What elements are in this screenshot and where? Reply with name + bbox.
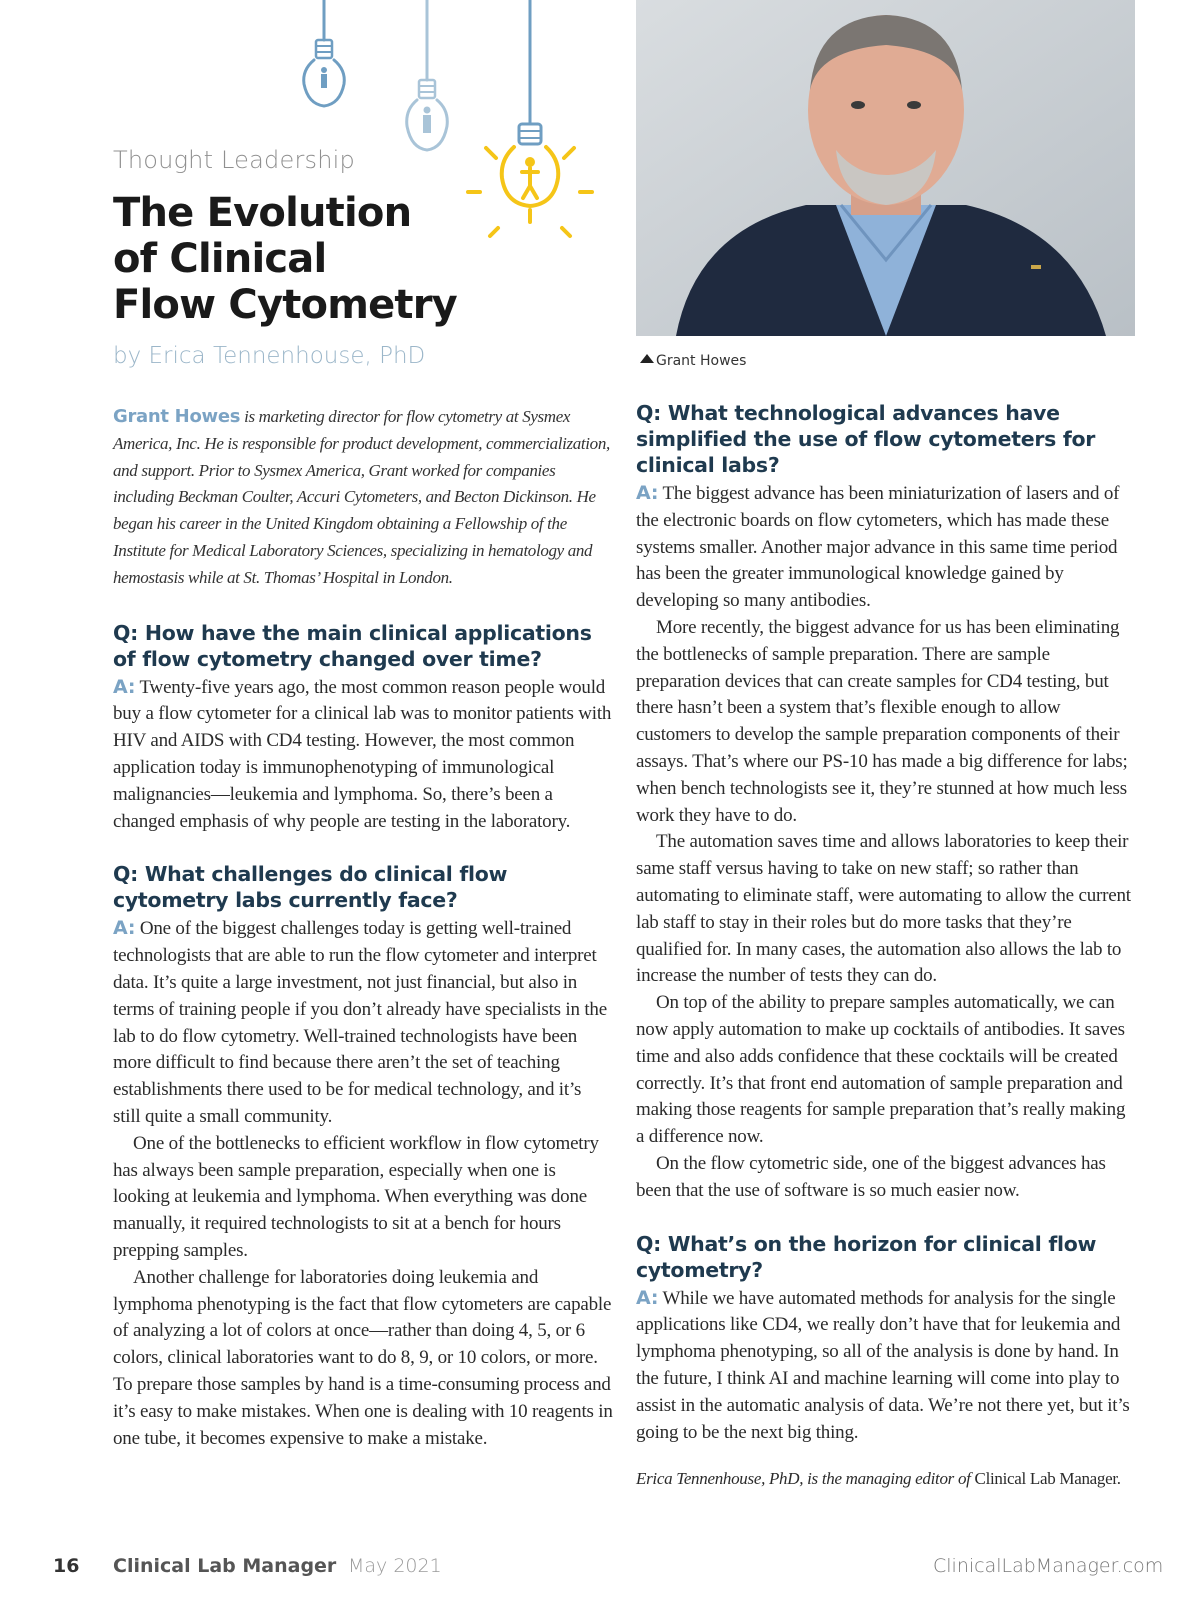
answer-paragraph [636, 480, 1136, 615]
magazine-name: Clinical Lab Manager [113, 1555, 337, 1577]
answer-paragraph: The automation saves time and allows laboratories to keep their same staff versus having to take on new staff; so rather than automating to eliminate staff, were automating to allow the current lab staff to stay in their roles but do more tasks that they’re qualified for. In many cases, the automation also allows the lab to increase the number of tests they can do. [636, 831, 1131, 987]
photo-caption [640, 353, 746, 369]
caption-text: Grant Howes [656, 353, 747, 369]
answer-label: A: [113, 917, 136, 940]
intro-name: Grant Howes [113, 406, 241, 427]
issue-date: May 2021 [348, 1555, 442, 1577]
answer-paragraph: On top of the ability to prepare samples automatically, we can now apply automation to make up cocktails of antibodies. It saves time and also adds confidence that these cocktails will be created correctly. It’s that front end automation of sample preparation and making those reagents for sample preparation that’s really making a difference now. [636, 992, 1126, 1148]
question-heading: Q: What’s on the horizon for clinical flow cytometry? [636, 1231, 1097, 1282]
question-heading: Q: What technological advances have simplified the use of flow cytometers for clinical labs? [636, 401, 1096, 477]
answer-label: A: [113, 675, 136, 698]
website-link[interactable]: ClinicalLabManager.com [933, 1555, 1164, 1577]
answer-text: One of the biggest challenges today is getting well-trained technologists that are able to run the flow cytometer and interpret data. It’s quite a large investment, not just financial, but also in terms of training people if you don’t already have specialists in the lab to do flow cytometry. Well-trained technologists have been more difficult to find because there aren’t the set of teaching establishments there used to be for medical technology, and it’s still quite a small community. [113, 918, 607, 1127]
title-line: of Clinical [113, 236, 327, 282]
answer-text: While we have automated methods for analysis for the single applications like CD4, we really don’t have that for leukemia and lymphoma phenotyping, so all of the analysis is done by hand. In the future, I think AI and machine learning will come into play to assist in the automatic analysis of data. We’re not there yet, but it’s going to be the next big thing. [636, 1287, 1130, 1443]
answer-paragraph [636, 1285, 1136, 1447]
title-line: The Evolution [113, 190, 412, 236]
left-column [113, 404, 613, 1452]
author-bio [636, 1466, 1136, 1492]
author-intro [113, 404, 613, 592]
right-column [636, 400, 1136, 1492]
caret-up-icon [640, 354, 654, 363]
answer-text: The biggest advance has been miniaturization of lasers and of the electronic boards on flow cytometers, which has made these systems smaller. Another major advance in this same time period has been the greater immunological knowledge gained by developing so many antibodies. [636, 483, 1120, 612]
answer-label: A: [636, 1286, 659, 1309]
lightbulb-icon [304, 0, 345, 106]
answer-text: Twenty-five years ago, the most common reason people would buy a flow cytometer for a clinical lab was to monitor patients with HIV and AIDS with CD4 testing. However, the most common application today is immunophenotyping of immunological malignancies—leukemia and lymphoma. So, there’s been a changed emphasis of why people are testing in the laboratory. [113, 676, 612, 832]
intro-text: is marketing director for flow cytometry at Sysmex America, Inc. He is responsible for product development, commercialization, and support. Prior to Sysmex America, Grant worked for companies including Beckman Coulter, Accuri Cytometers, and Becton Dickinson. He began his career in the United Kingdom obtaining a Fellowship of the Institute for Medical Laboratory Sciences, specializing in hematology and hemostasis while at St. Thomas’ Hospital in London. [113, 407, 610, 587]
answer-paragraph: On the flow cytometric side, one of the biggest advances has been that the use of software is so much easier now. [636, 1152, 1106, 1201]
section-label: Thought Leadership [113, 146, 355, 174]
byline: by Erica Tennenhouse, PhD [113, 343, 426, 369]
question-heading: Q: What challenges do clinical flow cytometry labs currently face? [113, 862, 508, 913]
lightbulb-icon [407, 0, 448, 150]
question-heading: Q: How have the main clinical applications of flow cytometry changed over time? [113, 620, 592, 671]
bio-italic: Erica Tennenhouse, PhD, is the managing editor of [636, 1469, 971, 1489]
answer-paragraph: Another challenge for laboratories doing leukemia and lymphoma phenotyping is the fact that flow cytometers are capable of analyzing a lot of colors at once—rather than doing 4, 5, or 6 colors, clinical laboratories want to do 8, 9, or 10 colors, or more. To prepare those samples by hand is a time-consuming process and it’s easy to make mistakes. When one is dealing with 10 reagents in one tube, it becomes expensive to make a mistake. [113, 1266, 613, 1449]
answer-paragraph [113, 915, 613, 1130]
lightbulbs-illustration [300, 0, 630, 270]
answer-label: A: [636, 482, 659, 504]
title-line: Flow Cytometry [113, 282, 457, 328]
lightbulb-icon [468, 0, 592, 236]
page-number: 16 [53, 1555, 80, 1577]
bio-roman: Clinical Lab Manager. [970, 1469, 1121, 1489]
portrait-image [636, 0, 1135, 336]
portrait-photo [636, 0, 1135, 336]
answer-paragraph [113, 674, 613, 836]
answer-paragraph: More recently, the biggest advance for us has been eliminating the bottlenecks of sample preparation. There are sample preparation devices that can create samples for CD4 testing, but there hasn’t been a system that’s flexible enough to allow customers to develop the sample preparation components of their assays. That’s where our PS-10 has made a big difference for labs; when bench technologists see it, they’re stunned at how much less work they have to do. [636, 616, 1128, 826]
answer-paragraph: One of the bottlenecks to efficient workflow in flow cytometry has always been sample preparation, especially when one is looking at leukemia and lymphoma. When everything was done manually, it required technologists to sit at a bench for hours prepping samples. [113, 1132, 599, 1261]
